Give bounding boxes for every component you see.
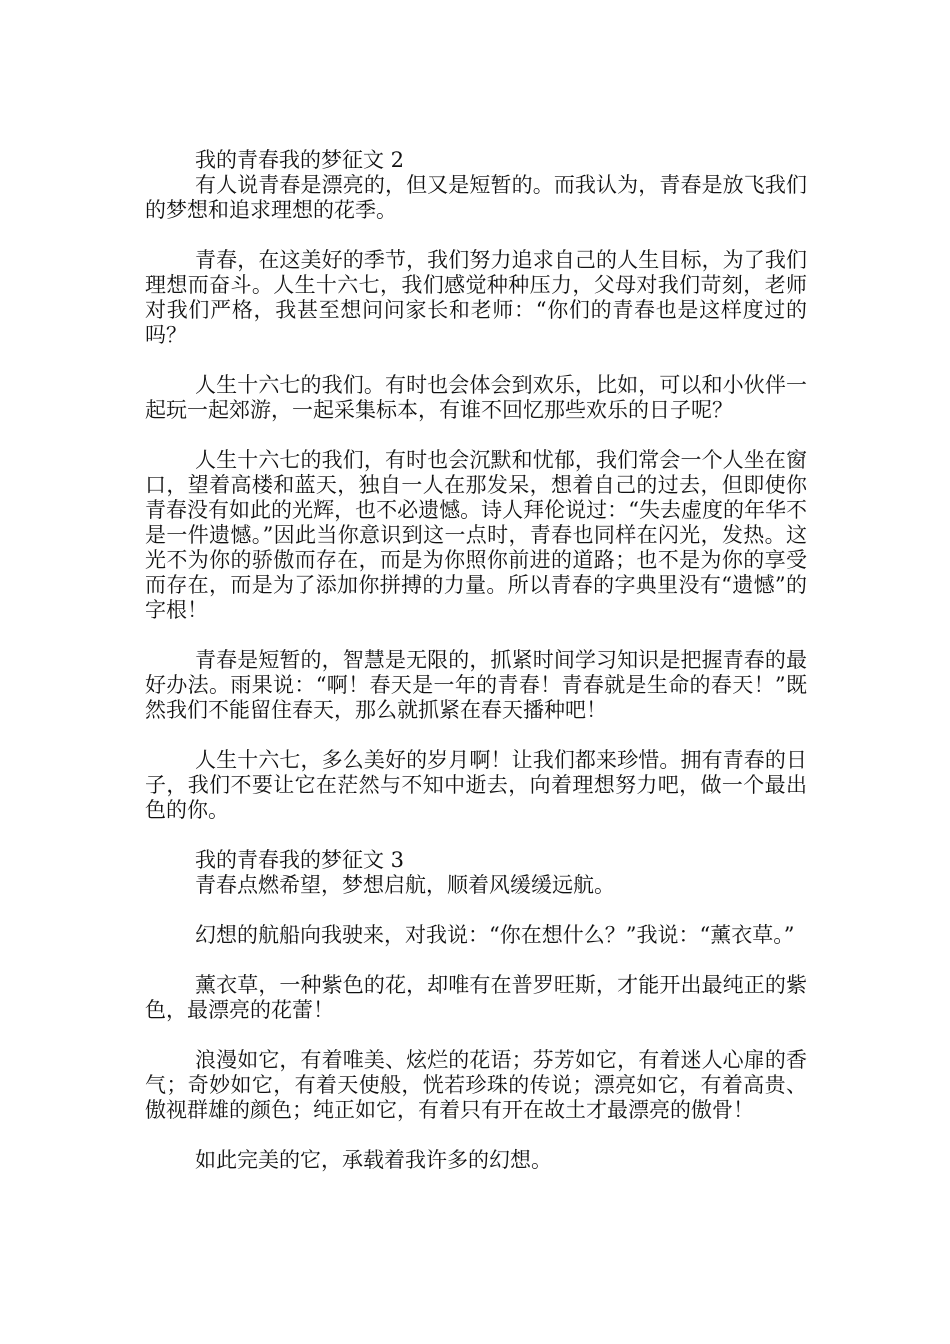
section-title: 我的青春我的梦征文 3 <box>195 848 405 872</box>
paragraph: 青春点燃希望，梦想启航，顺着风缓缓远航。 <box>195 873 615 897</box>
paragraph: 青春，在这美好的季节，我们努力追求自己的人生目标，为了我们理想而奋斗。人生十六七，我们感觉种种压力，父母对我们苛刻，老师对我们严格，我甚至想问问家长和老师：“你们的青春也是这样度过的吗？ <box>145 248 807 347</box>
paragraph: 青春是短暂的，智慧是无限的，抓紧时间学习知识是把握青春的最好办法。雨果说：“啊！春天是一年的青春！青春就是生命的春天！”既然我们不能留住春天，那么就抓紧在春天播种吧！ <box>145 648 807 722</box>
paragraph: 有人说青春是漂亮的，但又是短暂的。而我认为，青春是放飞我们的梦想和追求理想的花季。 <box>145 173 807 222</box>
paragraph: 如此完美的它，承载着我许多的幻想。 <box>195 1148 552 1172</box>
paragraph: 浪漫如它，有着唯美、炫烂的花语；芬芳如它，有着迷人心扉的香气；奇妙如它，有着天使般，恍若珍珠的传说；漂亮如它，有着高贵、傲视群雄的颜色；纯正如它，有着只有开在故土才最漂亮的傲骨！ <box>145 1048 807 1122</box>
paragraph: 人生十六七，多么美好的岁月啊！让我们都来珍惜。拥有青春的日子，我们不要让它在茫然与不知中逝去，向着理想努力吧，做一个最出色的你。 <box>145 748 807 822</box>
paragraph: 人生十六七的我们，有时也会沉默和忧郁，我们常会一个人坐在窗口，望着高楼和蓝天，独自一人在那发呆，想着自己的过去，但即使你青春没有如此的光辉，也不必遗憾。诗人拜伦说过：“失去虚度的年华不是一件遗憾。”因此当你意识到这一点时，青春也同样在闪光，发热。这光不为你的骄傲而存在，而是为你照你前进的道路；也不是为你的享受而存在，而是为了添加你拼搏的力量。所以青春的字典里没有“遗憾”的字根！ <box>145 448 807 622</box>
paragraph: 人生十六七的我们。有时也会体会到欢乐，比如，可以和小伙伴一起玩一起郊游，一起采集标本，有谁不回忆那些欢乐的日子呢？ <box>145 373 807 422</box>
document-body <box>145 148 807 1173</box>
paragraph: 幻想的航船向我驶来，对我说：“你在想什么？”我说：“薰衣草。” <box>195 923 795 947</box>
section-title: 我的青春我的梦征文 2 <box>195 148 405 172</box>
paragraph: 薰衣草，一种紫色的花，却唯有在普罗旺斯，才能开出最纯正的紫色，最漂亮的花蕾！ <box>145 973 807 1022</box>
